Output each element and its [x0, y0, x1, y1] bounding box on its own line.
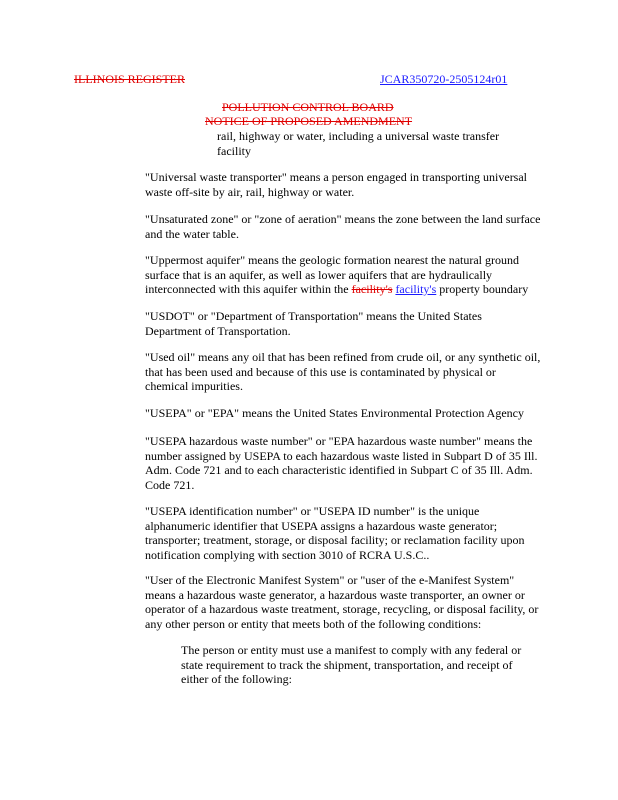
- text-line: means a hazardous waste generator, a hazardous waste transporter, an owner or: [145, 587, 525, 602]
- register-title: ILLINOIS REGISTER: [74, 72, 185, 86]
- condition-one: [181, 643, 618, 687]
- text-line: Adm. Code 721 and to each characteristic identified in Subpart C of 35 Ill. Adm.: [145, 463, 533, 477]
- text-line: [145, 282, 595, 297]
- text-line: "USEPA hazardous waste number" or "EPA hazardous waste number" means the: [145, 434, 533, 448]
- text-line: "USEPA identification number" or "USEPA ID number" is the unique: [145, 504, 480, 518]
- text-line: Code 721.: [145, 477, 195, 492]
- text-line: facility: [217, 143, 251, 158]
- text-line: and the water table.: [145, 226, 239, 241]
- definition-used-oil: [145, 350, 595, 394]
- inserted-text: facility's: [395, 282, 437, 296]
- text-line: state requirement to track the shipment, transportation, and receipt of: [181, 657, 513, 672]
- definition-uppermost-aquifer: [145, 253, 595, 297]
- definition-universal-waste-transporter: [145, 170, 595, 199]
- text-line: "USDOT" or "Department of Transportation" means the United States: [145, 309, 482, 323]
- text-line: waste off-site by air, rail, highway or water.: [145, 184, 355, 199]
- notice-title: NOTICE OF PROPOSED AMENDMENT: [205, 114, 413, 128]
- text-line: "Unsaturated zone" or "zone of aeration" means the zone between the land surface: [145, 212, 541, 226]
- text-line: any other person or entity that meets both of the following conditions:: [145, 616, 482, 631]
- text-line: number assigned by USEPA to each hazardous waste listed in Subpart D of 35 Ill.: [145, 448, 538, 463]
- text-line: "Uppermost aquifer" means the geologic formation nearest the natural ground: [145, 253, 520, 267]
- text-segment: interconnected with this aquifer within the: [145, 282, 352, 296]
- text-line: "Universal waste transporter" means a person engaged in transporting universal: [145, 170, 528, 184]
- definition-unsaturated-zone: [145, 212, 595, 241]
- definition-usdot: [145, 309, 595, 338]
- text-line: notification complying with section 3010 of RCRA U.S.C..: [145, 547, 430, 562]
- text-segment: property boundary: [436, 282, 529, 296]
- text-line: operator of a hazardous waste treatment, storage, recycling, or disposal facility, or: [145, 602, 539, 616]
- deleted-text: facility's: [351, 282, 393, 296]
- definition-usepa-identification-number: [145, 504, 595, 562]
- text-line: rail, highway or water, including a universal waste transfer: [217, 129, 500, 143]
- text-line: that has been used and because of this use is contaminated by physical or: [145, 364, 496, 379]
- board-name: POLLUTION CONTROL BOARD: [222, 100, 394, 114]
- text-line: surface that is an aquifer, as well as lower aquifers that are hydraulically: [145, 267, 493, 282]
- text-line: "User of the Electronic Manifest System" or "user of the e-Manifest System": [145, 573, 515, 587]
- jcar-number: JCAR350720-2505124r01: [380, 72, 508, 86]
- text-line: alphanumeric identifier that USEPA assigns a hazardous waste generator;: [145, 518, 498, 533]
- text-line: Department of Transportation.: [145, 323, 291, 338]
- definition-usepa: [145, 406, 595, 421]
- text-line: transporter; treatment, storage, or disposal facility; or reclamation facility upon: [145, 533, 525, 547]
- text-line: "USEPA" or "EPA" means the United States Environmental Protection Agency: [145, 406, 525, 420]
- text-line: The person or entity must use a manifest to comply with any federal or: [181, 643, 522, 657]
- definition-usepa-hazardous-waste-number: [145, 434, 595, 492]
- text-line: either of the following:: [181, 672, 292, 686]
- text-line: chemical impurities.: [145, 379, 243, 393]
- text-line: "Used oil" means any oil that has been refined from crude oil, or any synthetic oil,: [145, 350, 541, 364]
- continued-definition: [217, 129, 618, 158]
- definition-user-of-e-manifest: [145, 573, 595, 631]
